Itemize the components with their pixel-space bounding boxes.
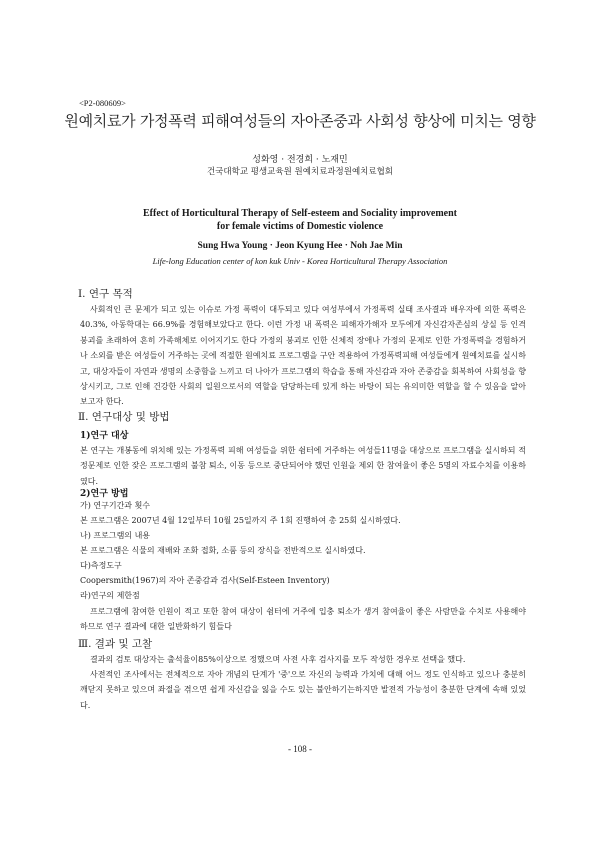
method-line: 본 프로그램은 식물의 재배와 조화 접화, 소품 등의 장식을 전반적으로 실시하였다. bbox=[80, 546, 366, 555]
section2-sub2-heading: 2)연구 방법 bbox=[80, 489, 129, 499]
section2-sub1-paragraph-text: 본 연구는 개봉동에 위치해 있는 가정폭력 피해 여성들을 위한 쉼터에 거주하는 여성들11명을 대상으로 프로그램을 실시하되 적정문제로 인한 잦은 프로그램의 불참 퇴소, 이동 등으로 중단되어야 했던 인원을 제외 한 참여율이 좋은 5명의 자료수치를 이용하였다. bbox=[80, 446, 526, 486]
section2-heading: Ⅱ. 연구대상 및 방법 bbox=[78, 411, 170, 423]
section3-paragraph2-text: 사전적인 조사에서는 전체적으로 자아 개념의 단계가 '중'으로 자신의 능력과 가치에 대해 어느 정도 인식하고 있으나 충분히 깨닫지 못하고 있으며 좌절을 겪으면 쉽게 자신감을 잃을 수도 있는 불안하기는하지만 발전적 가능성이 충분한 단계에 속해 있었다. bbox=[80, 670, 526, 710]
section2-sub1-heading: 1)연구 대상 bbox=[80, 431, 129, 441]
page-number: - 108 - bbox=[288, 744, 312, 754]
section1-heading: Ⅰ. 연구 목적 bbox=[78, 288, 133, 300]
section1-paragraph-text: 사회적인 큰 문제가 되고 있는 이슈로 가정 폭력이 대두되고 있다 여성부에서 가정폭력 실태 조사결과 배우자에 의한 폭력은 40.3%, 아동학대는 66.9%를 경험해보았다고 한다. 이런 가정 내 폭력은 피해자가해자 모두에게 자신감자존심의 상실 등 인격붕괴를 초래하여 흔히 가족해체로 이어지기도 한다 가정의 붕괴로 인한 신체적 장애나 가정의 문제로 인한 가정폭력을 경험하거나 소외를 받은 여성들이 거주하는 곳에 적절한 원예치료 프로그램을 구안 적용하여 가정폭력피해 여성들에게 원예치료를 실시하고, 대상자들이 자연과 생명의 소중함을 느끼고 더 나아가 프로그램의 학습을 통해 자신감과 자아 존중감을 회복하여 사회성을 향상시키고, 그로 인해 건강한 사회의 일원으로서의 역할을 담당하는데 있게 하는 바탕이 되는 유의미한 역할을 할 수 있음을 알아보고자 한다. bbox=[80, 305, 526, 407]
method-line: 가) 연구기간과 횟수 bbox=[80, 501, 151, 510]
method-line: 나) 프로그램의 내용 bbox=[80, 531, 151, 540]
korean-affiliation: 건국대학교 평생교육원 원예치료과정원예치료협회 bbox=[206, 167, 394, 177]
method-line: 다)측정도구 bbox=[80, 561, 122, 570]
section1-paragraph bbox=[80, 302, 526, 410]
method-line: Coopersmith(1967)의 자아 존중감과 검사(Self-Esteen Inventory) bbox=[80, 576, 330, 585]
english-authors: Sung Hwa Young · Jeon Kyung Hee · Noh Jae Min bbox=[197, 241, 403, 251]
english-title-line1: Effect of Horticultural Therapy of Self-esteem and Sociality improvement bbox=[142, 208, 458, 219]
section3-paragraph2 bbox=[80, 667, 526, 713]
korean-authors: 성화영 · 전경희 · 노재민 bbox=[252, 155, 348, 165]
english-title bbox=[0, 207, 600, 233]
english-affiliation: Life-long Education center of kon kuk Univ - Korea Horticultural Therapy Association bbox=[152, 256, 448, 266]
english-title-line2: for female victims of Domestic violence bbox=[216, 221, 384, 232]
section3-heading: Ⅲ. 결과 및 고찰 bbox=[78, 638, 153, 650]
section3-paragraph1-text: 결과의 검토 대상자는 출석율이85%이상으로 정했으며 사전 사후 검사지를 모두 작성한 경우로 선택을 했다. bbox=[90, 655, 466, 664]
limitation-paragraph-text: 프로그램에 참여한 인원이 적고 또한 참여 대상이 쉼터에 거주에 입충 퇴소가 생겨 참여율이 좋은 사람만을 수치로 사용해야 하므로 연구 결과에 대한 일반화하기 힘들다 bbox=[80, 607, 526, 632]
section3-paragraph1 bbox=[80, 652, 526, 667]
method-line: 본 프로그램은 2007년 4월 12일부터 10월 25일까지 주 1회 진행하여 총 25회 실시하였다. bbox=[80, 516, 401, 525]
limitation-paragraph bbox=[80, 604, 526, 635]
section2-sub1-paragraph bbox=[80, 443, 526, 489]
korean-title: 원예치료가 가정폭력 피해여성들의 자아존중과 사회성 향상에 미치는 영향 bbox=[64, 112, 536, 130]
paper-code: <P2-080609> bbox=[79, 98, 126, 108]
method-line: 라)연구의 제한점 bbox=[80, 591, 140, 600]
